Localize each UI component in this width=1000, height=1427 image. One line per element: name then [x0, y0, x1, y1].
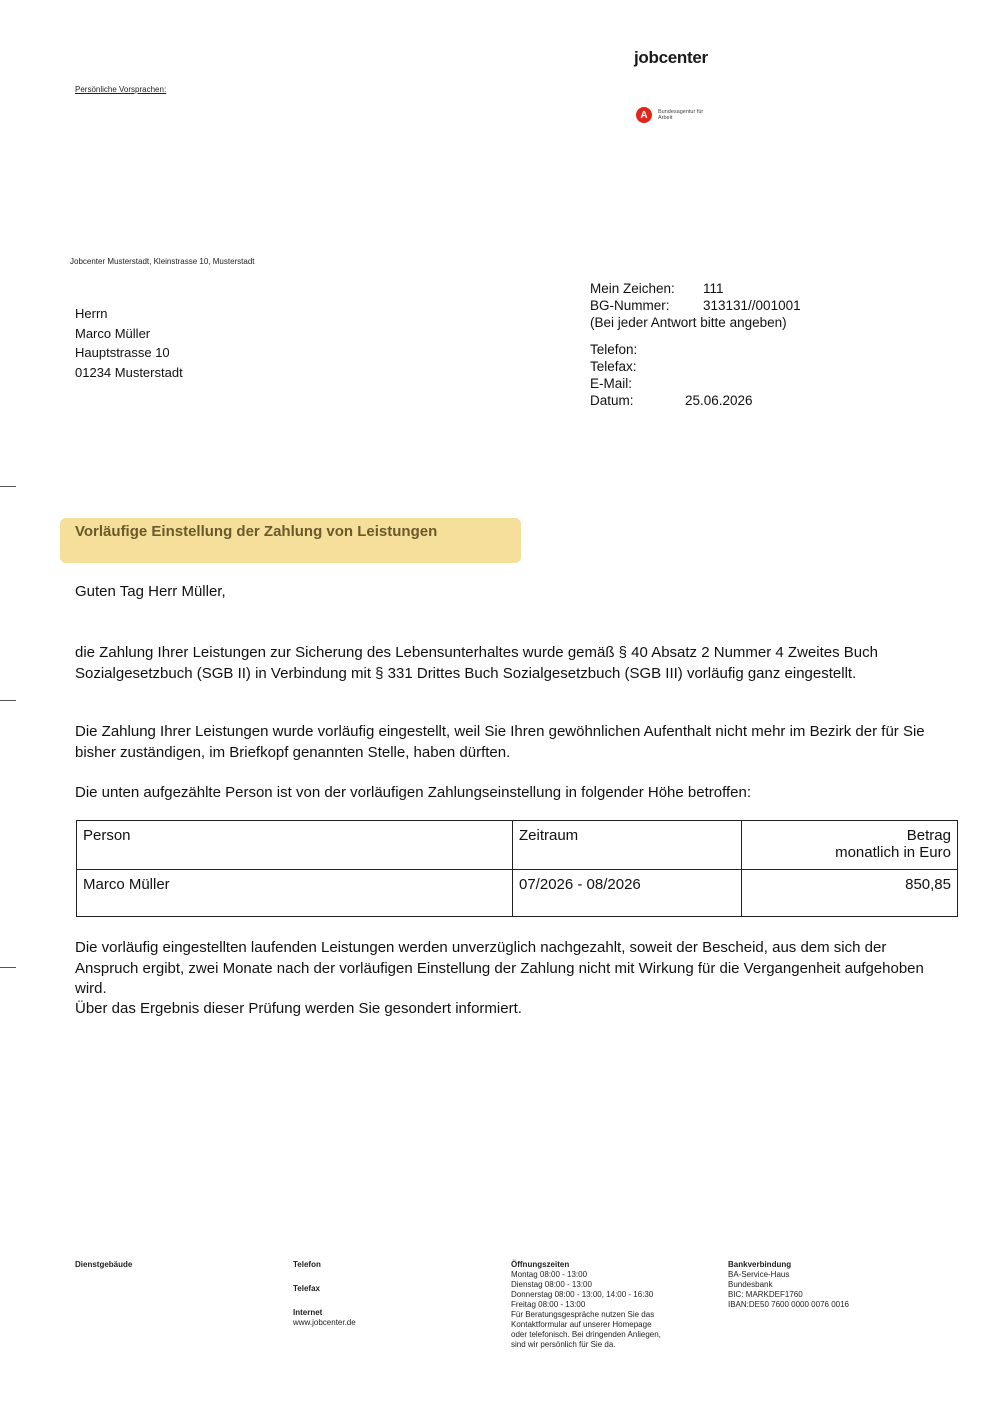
telefax-label: Telefax:	[590, 359, 637, 374]
datum-value: 25.06.2026	[685, 393, 753, 408]
footer-hours-line: Für Beratungsgespräche nutzen Sie das	[511, 1310, 655, 1319]
header-zeitraum: Zeitraum	[513, 821, 742, 870]
fold-mark-middle	[0, 700, 16, 701]
recipient-street: Hauptstrasse 10	[75, 345, 170, 360]
fold-mark-bottom	[0, 967, 16, 968]
footer-hours-line: Donnerstag 08:00 - 13:00, 14:00 - 16:30	[511, 1290, 654, 1299]
footer-telefax: Telefax	[293, 1284, 320, 1293]
footer-hours-line: Montag 08:00 - 13:00	[511, 1270, 588, 1279]
cell-person: Marco Müller	[77, 870, 513, 917]
footer-building	[75, 1260, 132, 1270]
paragraph-affected-person: Die unten aufgezählte Person ist von der vorläufigen Zahlungseinstellung in folgender Höhe betroffen:	[75, 784, 752, 801]
footer-bank-line: BIC: MARKDEF1760	[728, 1290, 803, 1299]
table-row	[77, 870, 958, 917]
paragraph-legal-basis: die Zahlung Ihrer Leistungen zur Sicherung des Lebensunterhaltes wurde gemäß § 40 Absatz 2 Nummer 4 Zweites Buch Sozialgesetzbuch (SGB II) in Verbindung mit § 331 Drittes Buch Sozialgesetzbuch (SGB III) vorläufig ganz eingestellt.	[75, 644, 878, 682]
agency-name: Bundesagentur für Arbeit	[658, 109, 704, 121]
footer-hours-line: oder telefonisch. Bei dringenden Anliegen,	[511, 1330, 661, 1339]
recipient-name: Marco Müller	[75, 325, 151, 341]
subject-line: Vorläufige Einstellung der Zahlung von Leistungen	[75, 523, 438, 540]
visits-label: Persönliche Vorsprachen:	[75, 85, 167, 94]
footer-hours-title: Öffnungszeiten	[511, 1260, 570, 1269]
telefon-label: Telefon:	[590, 342, 638, 357]
recipient-city: 01234 Musterstadt	[75, 364, 183, 380]
closing-paragraph: Die vorläufig eingestellten laufenden Leistungen werden unverzüglich nachgezahlt, soweit der Bescheid, aus dem sich der Anspruch ergibt, zwei Monate nach der vorläufigen Einstellung der Zahlung nicht mit Wirkung für die Vergangenheit aufgehoben wird.	[75, 939, 924, 997]
footer-bank-line: BA-Service-Haus	[728, 1270, 790, 1279]
mein-zeichen-label: Mein Zeichen:	[590, 281, 675, 296]
footer-website-link[interactable]: www.jobcenter.de	[293, 1318, 356, 1327]
jobcenter-logo: jobcenter	[634, 48, 708, 67]
reference-note: (Bei jeder Antwort bitte angeben)	[590, 315, 787, 330]
footer-hours-line: Freitag 08:00 - 13:00	[511, 1300, 586, 1309]
footer-bank-line: IBAN:DE50 7600 0000 0076 0016	[728, 1300, 849, 1309]
agency-logo	[636, 107, 704, 123]
footer-hours-line: Dienstag 08:00 - 13:00	[511, 1280, 592, 1289]
reference-block	[590, 280, 801, 409]
header-betrag-label: Betrag	[906, 827, 951, 844]
footer-bank-title: Bankverbindung	[728, 1260, 792, 1269]
cell-betrag: 850,85	[742, 870, 958, 917]
email-label: E-Mail:	[590, 376, 633, 391]
agency-icon: A	[636, 107, 652, 123]
footer-telefon: Telefon	[293, 1260, 321, 1269]
cell-zeitraum: 07/2026 - 08/2026	[513, 870, 742, 917]
footer-bank	[728, 1260, 849, 1310]
closing-info: Über das Ergebnis dieser Prüfung werden Sie gesondert informiert.	[75, 1000, 522, 1017]
datum-label: Datum:	[590, 393, 634, 408]
mein-zeichen-value: 111	[703, 281, 724, 296]
recipient-address	[75, 304, 183, 382]
sender-line: Jobcenter Musterstadt, Kleinstrasse 10, Musterstadt	[70, 257, 255, 266]
header-person: Person	[77, 821, 513, 870]
table-header-row	[77, 821, 958, 870]
recipient-salutation: Herrn	[75, 306, 108, 321]
paragraph-reason: Die Zahlung Ihrer Leistungen wurde vorläufig eingestellt, weil Sie Ihren gewöhnlichen Aufenthalt nicht mehr im Bezirk der für Sie bisher zuständigen, im Briefkopf genannten Stelle, haben dürften.	[75, 723, 925, 761]
greeting: Guten Tag Herr Müller,	[75, 583, 226, 600]
footer-internet: Internet	[293, 1308, 323, 1317]
bg-number-label: BG-Nummer:	[590, 298, 670, 313]
footer-hours-line: sind wir persönlich für Sie da.	[511, 1340, 616, 1349]
bg-number-value: 313131//001001	[703, 298, 801, 313]
footer-contact	[293, 1260, 356, 1328]
fold-mark-top	[0, 486, 16, 487]
footer-hours-line: Kontaktformular auf unserer Homepage	[511, 1320, 652, 1329]
subject-highlight	[60, 518, 521, 563]
footer-hours	[511, 1260, 661, 1350]
header-betrag	[742, 821, 958, 870]
payment-table	[76, 820, 958, 917]
footer-dienstgebaeude: Dienstgebäude	[75, 1260, 133, 1269]
header-betrag-sub: monatlich in Euro	[835, 844, 951, 861]
footer-bank-line: Bundesbank	[728, 1280, 773, 1289]
